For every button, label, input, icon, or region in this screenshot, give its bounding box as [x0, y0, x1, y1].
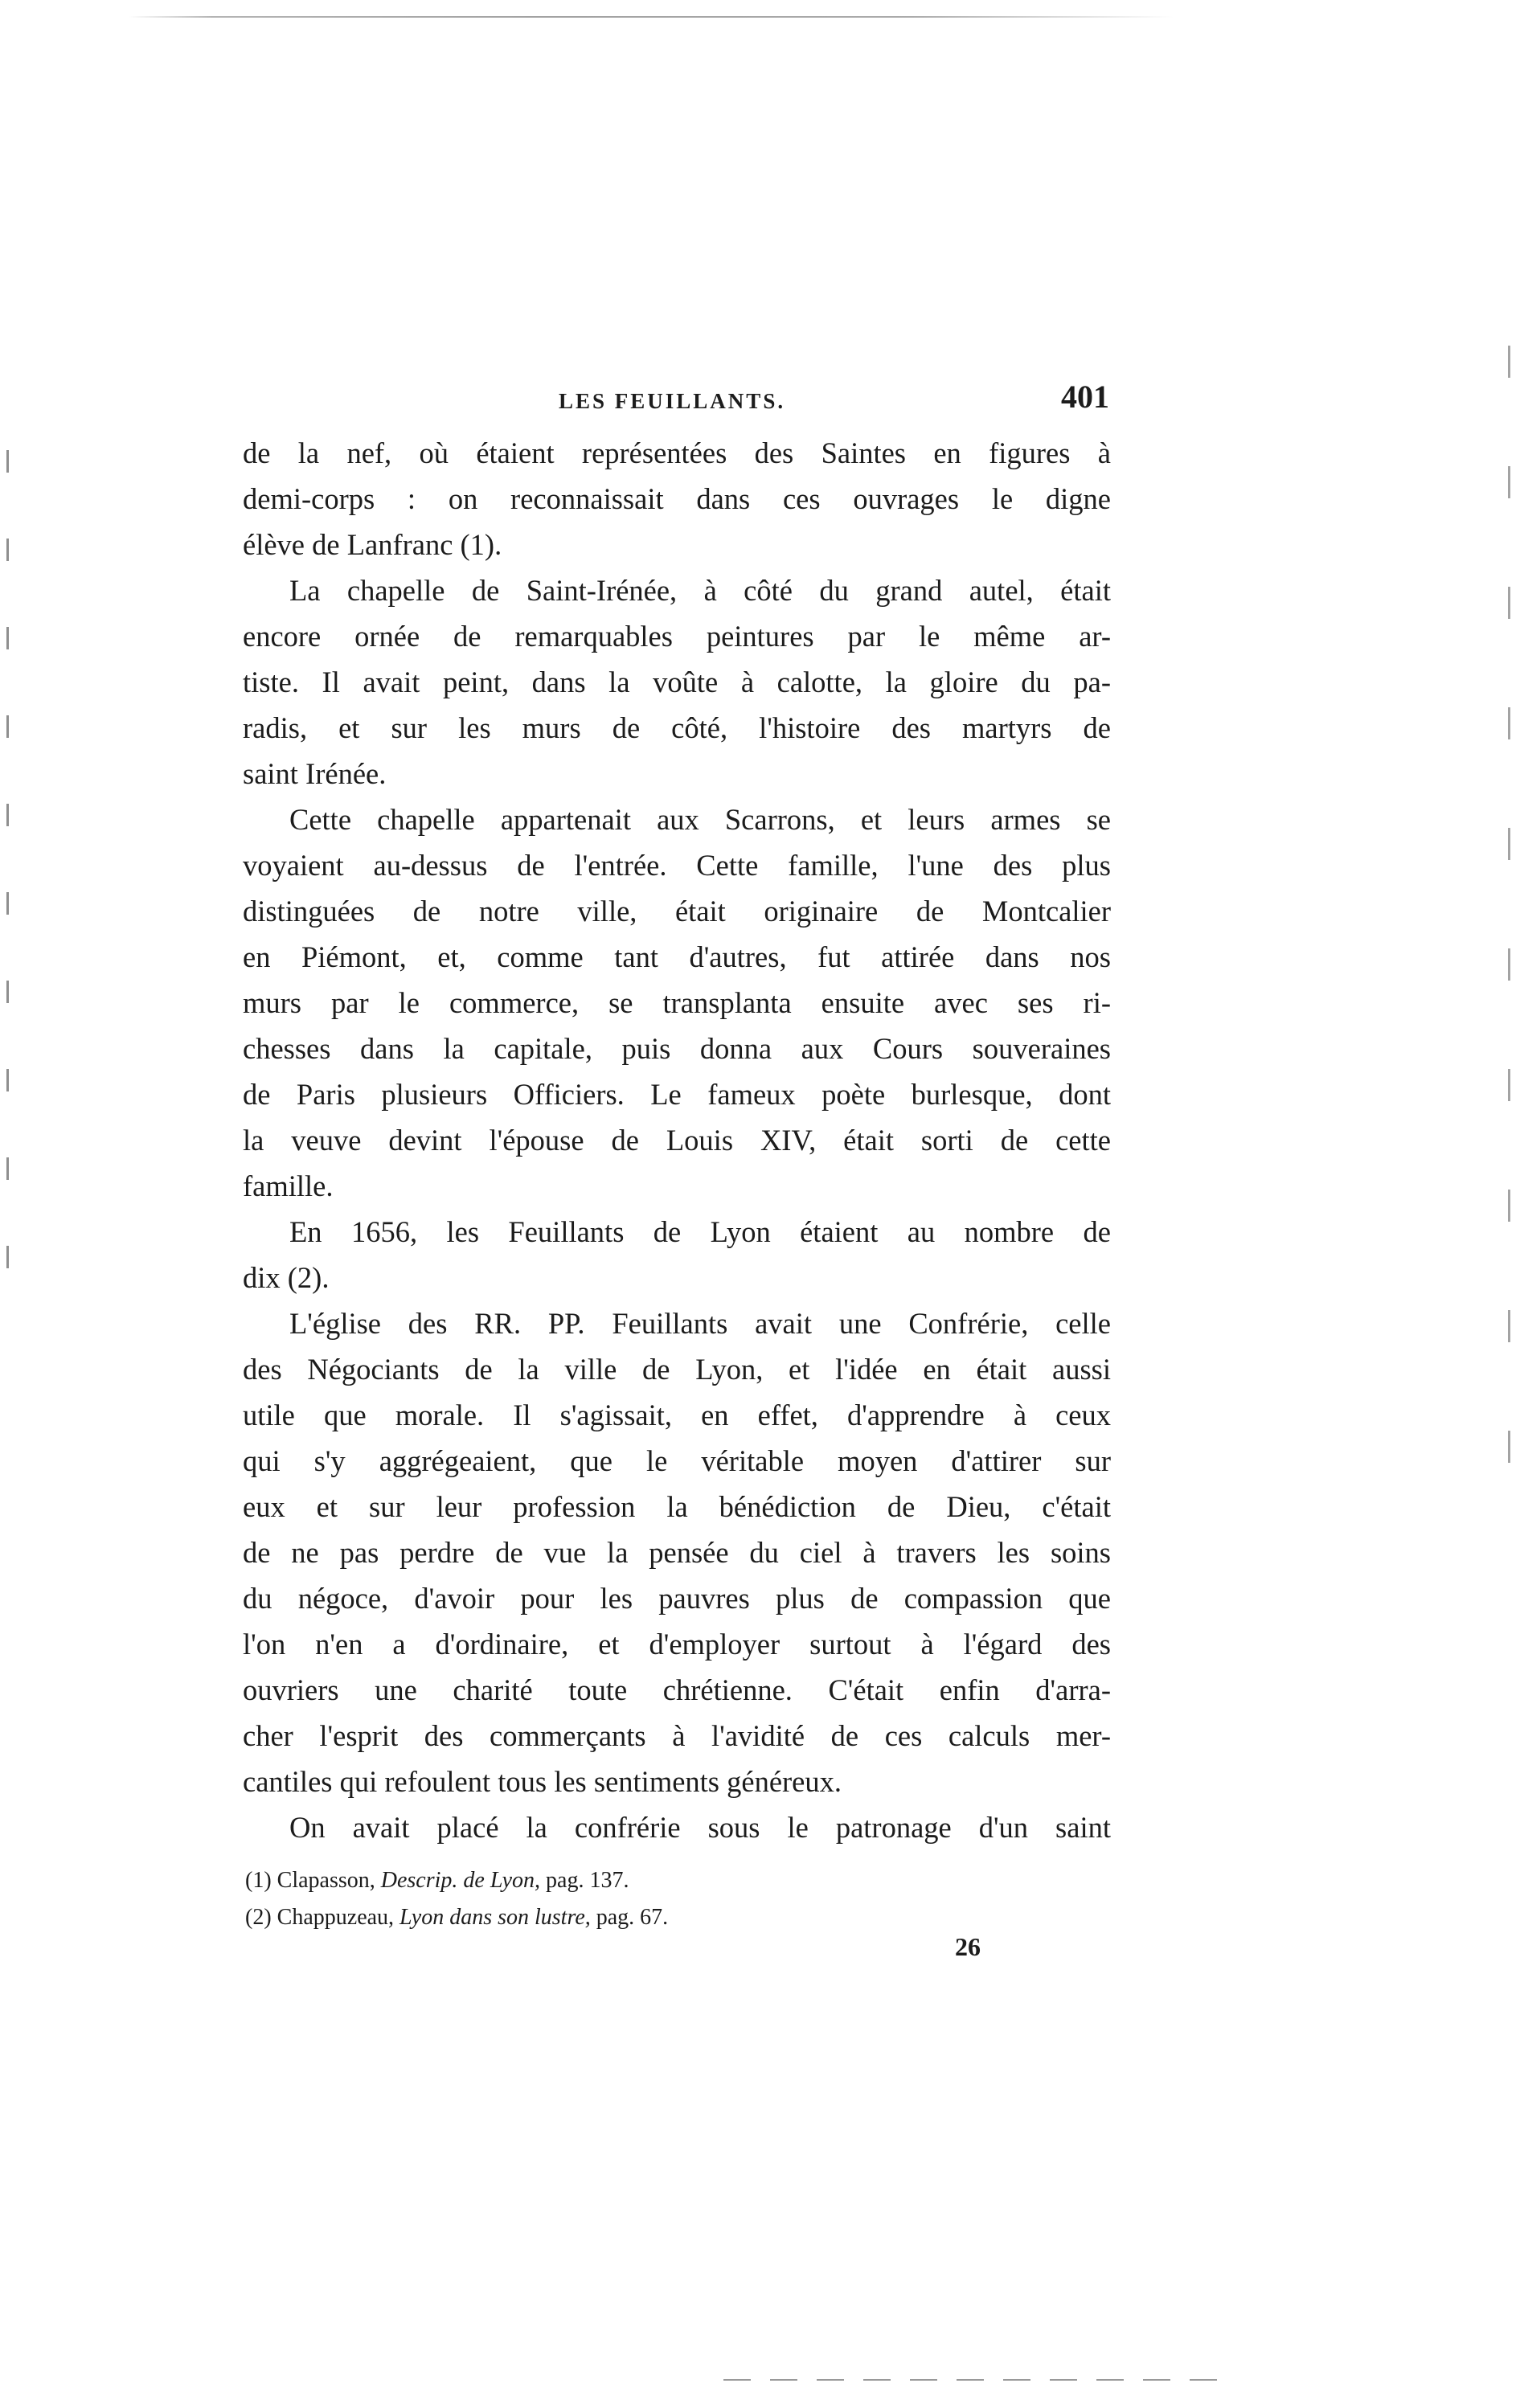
text-line: en Piémont, et, comme tant d'autres, fut attirée dans nos [243, 940, 1111, 973]
scan-artifact-top [129, 16, 1174, 18]
text-line: famille. [243, 1169, 334, 1202]
footnotes [245, 1862, 1049, 1936]
text-line: dix (2). [243, 1261, 330, 1294]
text-line: eux et sur leur profession la bénédiction de Dieu, c'était [243, 1490, 1111, 1523]
scan-artifact-left-edge [6, 450, 9, 1334]
text-line: cher l'esprit des commerçants à l'avidité de ces calculs mer- [243, 1719, 1111, 1752]
footnote-title: Descrip. de Lyon, [380, 1868, 541, 1893]
running-title: LES FEUILLANTS. [559, 389, 786, 413]
signature-mark: 26 [955, 1932, 981, 1961]
text-line: l'on n'en a d'ordinaire, et d'employer surtout à l'égard des [243, 1628, 1111, 1661]
text-line: utile que morale. Il s'agissait, en effet, d'apprendre à ceux [243, 1399, 1111, 1431]
text-line: murs par le commerce, se transplanta ensuite avec ses ri- [243, 986, 1111, 1019]
footnote-ref: pag. 137. [546, 1868, 629, 1893]
footnote-ref: pag. 67. [596, 1905, 669, 1930]
text-line: qui s'y aggrégeaient, que le véritable moyen d'attirer sur [243, 1444, 1111, 1477]
footnote [245, 1862, 1049, 1899]
text-line: de ne pas perdre de vue la pensée du ciel à travers les soins [243, 1536, 1111, 1569]
text-line: On avait placé la confrérie sous le patronage d'un saint [289, 1811, 1111, 1844]
running-head [241, 378, 1109, 426]
text-line: Cette chapelle appartenait aux Scarrons, et leurs armes se [289, 803, 1111, 836]
footnote [245, 1899, 1049, 1936]
text-line: la veuve devint l'épouse de Louis XIV, était sorti de cette [243, 1124, 1111, 1157]
scan-artifact-bottom [723, 2379, 1222, 2381]
text-line: voyaient au-dessus de l'entrée. Cette famille, l'une des plus [243, 849, 1111, 882]
text-line: La chapelle de Saint-Irénée, à côté du grand autel, était [289, 574, 1111, 607]
text-line: L'église des RR. PP. Feuillants avait une Confrérie, celle [289, 1307, 1111, 1340]
page-number: 401 [1061, 379, 1109, 415]
text-line: ouvriers une charité toute chrétienne. C'était enfin d'arra- [243, 1673, 1111, 1706]
body-text [243, 430, 1111, 1850]
text-line: distinguées de notre ville, était originaire de Montcalier [243, 895, 1111, 928]
text-line: des Négociants de la ville de Lyon, et l'idée en était aussi [243, 1353, 1111, 1386]
text-line: cantiles qui refoulent tous les sentiments généreux. [243, 1765, 842, 1798]
text-line: chesses dans la capitale, puis donna aux Cours souveraines [243, 1032, 1111, 1065]
footnote-author: Chappuzeau, [277, 1905, 395, 1930]
footnote-title: Lyon dans son lustre, [399, 1905, 591, 1930]
scan-artifact-right-edge [1508, 346, 1510, 1495]
text-line: de la nef, où étaient représentées des Saintes en figures à [243, 436, 1111, 469]
text-line: du négoce, d'avoir pour les pauvres plus de compassion que [243, 1582, 1111, 1615]
footnote-author: Clapasson, [277, 1868, 375, 1893]
text-line: tiste. Il avait peint, dans la voûte à calotte, la gloire du pa- [243, 665, 1111, 698]
text-line: encore ornée de remarquables peintures par le même ar- [243, 620, 1111, 653]
text-line: saint Irénée. [243, 757, 387, 790]
text-line: de Paris plusieurs Officiers. Le fameux poète burlesque, dont [243, 1078, 1111, 1111]
text-line: radis, et sur les murs de côté, l'histoire des martyrs de [243, 711, 1111, 744]
footnote-marker: (1) [245, 1868, 272, 1893]
text-line: élève de Lanfranc (1). [243, 528, 502, 561]
text-line: En 1656, les Feuillants de Lyon étaient au nombre de [289, 1215, 1111, 1248]
text-line: demi-corps : on reconnaissait dans ces ouvrages le digne [243, 482, 1111, 515]
footnote-marker: (2) [245, 1905, 272, 1930]
